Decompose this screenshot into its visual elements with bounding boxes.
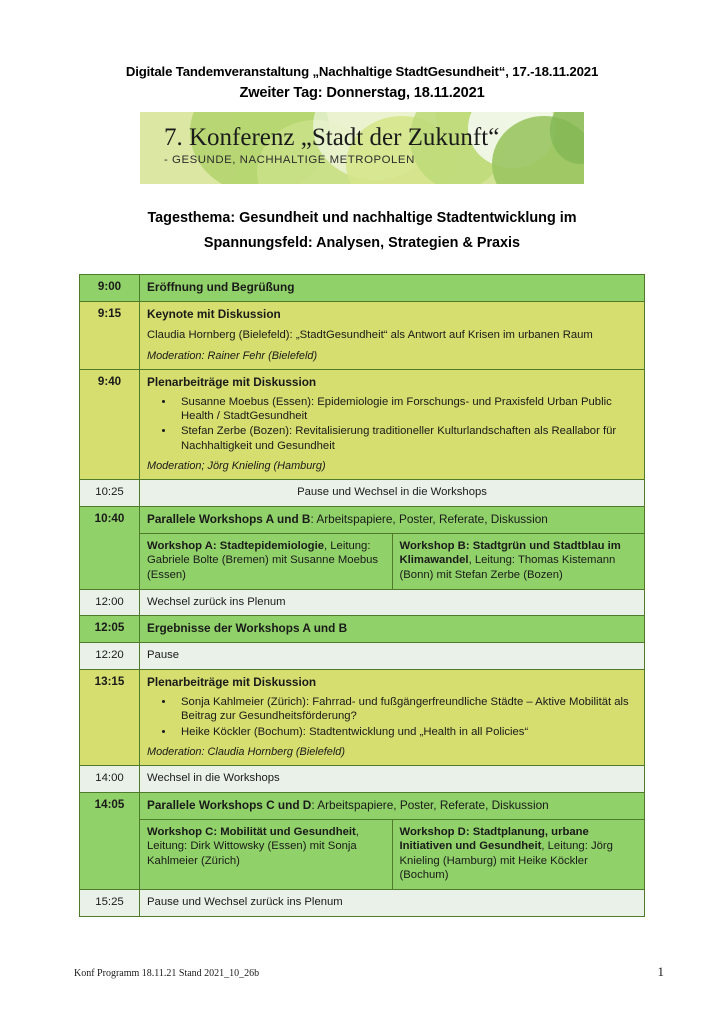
list-item: • Sonja Kahlmeier (Zürich): Fahrrad- und fußgängerfreundliche Städte – Aktive Mobilität als Beitrag zur Gesundheitsförderung? — [175, 695, 637, 724]
day-theme-line-1: Tagesthema: Gesundheit und nachhaltige Stadtentwicklung im — [147, 210, 577, 226]
row-time: 12:20 — [80, 643, 140, 670]
list-item: • Heike Köckler (Bochum): Stadtentwicklung und „Health in all Policies“ — [175, 725, 637, 739]
row-moderation: Moderation; Jörg Knieling (Hamburg) — [147, 460, 326, 473]
row-time: 9:40 — [80, 369, 140, 480]
row-content — [140, 369, 645, 480]
banner-subtitle: - GESUNDE, NACHHALTIGE METROPOLEN — [164, 154, 415, 166]
row-bullet-list — [147, 695, 637, 739]
workshop-a-cell — [140, 533, 393, 589]
table-row — [80, 302, 645, 370]
workshop-d-text — [400, 825, 638, 883]
workshop-d-title: Workshop D: Stadtplanung, urbane Initiativen und Gesundheit — [399, 825, 589, 853]
row-title: Pause und Wechsel in die Workshops — [297, 486, 487, 499]
table-row — [80, 819, 645, 889]
row-bullet-list — [147, 395, 637, 454]
workshop-a-title: Workshop A: Stadtepidemiologie — [147, 539, 324, 552]
row-content — [140, 589, 645, 616]
row-time: 12:00 — [80, 589, 140, 616]
agenda-table — [79, 274, 645, 917]
row-content — [140, 792, 645, 819]
table-row — [80, 669, 645, 765]
workshop-d-cell — [392, 819, 645, 889]
workshop-a-body: , Leitung: Gabriele Bolte (Bremen) mit Susanne Moebus (Essen) — [147, 539, 379, 581]
table-row — [80, 889, 645, 916]
table-row — [80, 533, 645, 589]
footer-text: Konf Programm 18.11.21 Stand 2021_10_26b — [74, 968, 260, 979]
page-number: 1 — [657, 964, 664, 979]
row-content — [140, 889, 645, 916]
row-title-strong: Parallele Workshops A und B — [147, 511, 311, 526]
table-row — [80, 369, 645, 480]
table-row — [80, 480, 645, 507]
row-detail: Claudia Hornberg (Bielefeld): „StadtGesundheit“ als Antwort auf Krisen im urbanen Raum — [147, 329, 593, 341]
row-content — [140, 766, 645, 793]
event-day-line: Zweiter Tag: Donnerstag, 18.11.2021 — [239, 85, 485, 101]
row-time: 14:00 — [80, 766, 140, 793]
document-header — [0, 0, 724, 104]
table-row — [80, 792, 645, 819]
table-row — [80, 616, 645, 643]
conference-banner-wrap — [0, 112, 724, 184]
row-time: 9:15 — [80, 302, 140, 370]
row-content — [140, 643, 645, 670]
table-row — [80, 643, 645, 670]
row-content — [140, 616, 645, 643]
row-title: Plenarbeiträge mit Diskussion — [147, 374, 317, 389]
row-title: Wechsel in die Workshops — [147, 772, 280, 784]
day-theme — [0, 206, 724, 256]
table-row — [80, 766, 645, 793]
row-content — [140, 669, 645, 765]
row-title: Plenarbeiträge mit Diskussion — [147, 674, 317, 689]
workshop-b-title: Workshop B: Stadtgrün und Stadtblau im Klimawandel — [399, 539, 621, 567]
row-time: 9:00 — [80, 275, 140, 302]
row-title: Pause — [147, 649, 180, 662]
list-item: • Susanne Moebus (Essen): Epidemiologie im Forschungs- und Praxisfeld Urban Public Health / StadtGesundheit — [175, 395, 637, 424]
workshop-c-text — [147, 825, 385, 869]
row-title — [147, 512, 637, 527]
agenda-table-wrap — [79, 274, 645, 917]
table-row — [80, 275, 645, 302]
document-footer — [0, 964, 724, 980]
row-title — [147, 798, 637, 813]
day-theme-line-2: Spannungsfeld: Analysen, Strategien & Praxis — [203, 235, 521, 251]
table-row — [80, 506, 645, 533]
row-time: 10:25 — [80, 480, 140, 507]
workshop-b-text — [400, 539, 638, 583]
row-title-strong: Parallele Workshops C und D — [147, 797, 312, 812]
event-title-line: Digitale Tandemveranstaltung „Nachhaltige StadtGesundheit“, 17.-18.11.2021 — [125, 64, 599, 79]
row-time: 12:05 — [80, 616, 140, 643]
row-time: 15:25 — [80, 889, 140, 916]
workshop-b-body: , Leitung: Thomas Kistemann (Bonn) mit Stefan Zerbe (Bozen) — [399, 554, 616, 581]
row-title: Pause und Wechsel zurück ins Plenum — [147, 895, 343, 908]
row-title: Keynote mit Diskussion — [147, 307, 281, 321]
workshop-c-body: , Leitung: Dirk Wittowsky (Essen) mit Sonja Kahlmeier (Zürich) — [147, 825, 359, 867]
workshop-c-title: Workshop C: Mobilität und Gesundheit — [147, 825, 356, 838]
row-time: 13:15 — [80, 669, 140, 765]
workshop-d-body: , Leitung: Jörg Knieling (Hamburg) mit Heike Köckler (Bochum) — [399, 840, 613, 882]
row-title: Eröffnung und Begrüßung — [147, 280, 295, 294]
row-moderation: Moderation: Claudia Hornberg (Bielefeld) — [147, 746, 345, 758]
list-item: • Stefan Zerbe (Bozen): Revitalisierung traditioneller Kulturlandschaften als Reallabor für Nachhaltigkeit und Gesundheit — [175, 424, 637, 453]
row-title: Wechsel zurück ins Plenum — [147, 595, 286, 608]
row-title-rest: : Arbeitspapiere, Poster, Referate, Diskussion — [310, 511, 548, 526]
workshop-c-cell — [140, 819, 393, 889]
banner-text-block — [164, 123, 499, 168]
banner-title: 7. Konferenz „Stadt der Zukunft“ — [164, 124, 500, 151]
table-row — [80, 589, 645, 616]
conference-banner — [140, 112, 584, 184]
workshop-a-text — [147, 539, 385, 583]
row-content — [140, 506, 645, 533]
workshop-b-cell — [392, 533, 645, 589]
row-content — [140, 480, 645, 507]
row-time: 10:40 — [80, 506, 140, 589]
row-title: Ergebnisse der Workshops A und B — [147, 621, 348, 636]
row-title-rest: : Arbeitspapiere, Poster, Referate, Diskussion — [311, 797, 549, 812]
row-content — [140, 302, 645, 370]
row-moderation: Moderation: Rainer Fehr (Bielefeld) — [147, 349, 318, 362]
row-time: 14:05 — [80, 792, 140, 889]
row-content — [140, 275, 645, 302]
